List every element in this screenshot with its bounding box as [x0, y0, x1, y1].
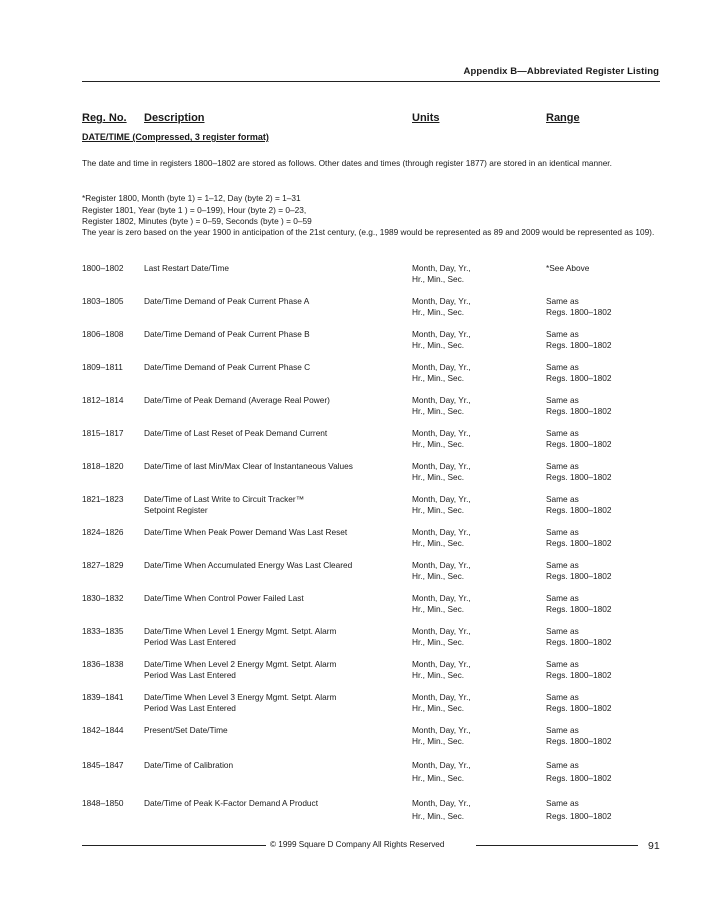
copyright: © 1999 Square D Company All Rights Reserved: [270, 840, 445, 849]
units-cont: Hr., Min., Sec.: [412, 736, 465, 746]
range-cont: Regs. 1800–1802: [546, 736, 612, 746]
range-cont: Regs. 1800–1802: [546, 373, 612, 383]
table-row: [0, 760, 701, 784]
range-cont: Regs. 1800–1802: [546, 307, 612, 317]
range-cont: Regs. 1800–1802: [546, 703, 612, 713]
range: Same as: [546, 626, 579, 636]
table-row: [0, 692, 701, 716]
header-rule: [82, 81, 660, 82]
register-number: 1809–1811: [82, 362, 123, 372]
range: Same as: [546, 329, 579, 339]
description-cont: Period Was Last Entered: [144, 670, 236, 680]
register-number: 1824–1826: [82, 527, 124, 537]
table-row: [0, 527, 701, 551]
table-row: [0, 263, 701, 287]
range: Same as: [546, 494, 579, 504]
range: Same as: [546, 362, 579, 372]
register-number: 1812–1814: [82, 395, 124, 405]
range-cont: Regs. 1800–1802: [546, 773, 612, 783]
intro-line-4: The year is zero based on the year 1900 in anticipation of the 21st century, (e.g., 1989 would be represented as 89 and 2009 would be represented as 109).: [82, 227, 655, 237]
register-number: 1830–1832: [82, 593, 124, 603]
range: Same as: [546, 395, 579, 405]
units: Month, Day, Yr.,: [412, 798, 471, 808]
range-cont: Regs. 1800–1802: [546, 406, 612, 416]
table-row: [0, 626, 701, 650]
section-title: DATE/TIME (Compressed, 3 register format): [82, 132, 269, 142]
range-cont: Regs. 1800–1802: [546, 340, 612, 350]
intro-paragraph: The date and time in registers 1800–1802 are stored as follows. Other dates and times (through register 1877) are stored in an identical manner.: [82, 158, 612, 168]
description: Present/Set Date/Time: [144, 725, 228, 735]
description-cont: Period Was Last Entered: [144, 637, 236, 647]
table-row: [0, 395, 701, 419]
units: Month, Day, Yr.,: [412, 461, 471, 471]
units: Month, Day, Yr.,: [412, 659, 471, 669]
units-cont: Hr., Min., Sec.: [412, 406, 465, 416]
range-cont: Regs. 1800–1802: [546, 604, 612, 614]
range: *See Above: [546, 263, 590, 273]
units: Month, Day, Yr.,: [412, 296, 471, 306]
range: Same as: [546, 296, 579, 306]
description: Date/Time Demand of Peak Current Phase A: [144, 296, 310, 306]
table-row: [0, 329, 701, 353]
intro-line-1: *Register 1800, Month (byte 1) = 1–12, Day (byte 2) = 1–31: [82, 193, 301, 203]
description: Date/Time of Peak K-Factor Demand A Product: [144, 798, 319, 808]
table-row: [0, 362, 701, 386]
units: Month, Day, Yr.,: [412, 560, 471, 570]
table-row: [0, 659, 701, 683]
description: Date/Time When Level 2 Energy Mgmt. Setpt. Alarm: [144, 659, 337, 669]
units-cont: Hr., Min., Sec.: [412, 604, 465, 614]
units-cont: Hr., Min., Sec.: [412, 472, 465, 482]
description-cont: Period Was Last Entered: [144, 703, 236, 713]
units: Month, Day, Yr.,: [412, 263, 471, 273]
description: Date/Time of Peak Demand (Average Real Power): [144, 395, 330, 405]
table-row: [0, 428, 701, 452]
intro-line-2: Register 1801, Year (byte 1 ) = 0–199), Hour (byte 2) = 0–23,: [82, 205, 307, 215]
units-cont: Hr., Min., Sec.: [412, 439, 465, 449]
range: Same as: [546, 560, 579, 570]
units: Month, Day, Yr.,: [412, 692, 471, 702]
col-header-reg: Reg. No.: [82, 112, 127, 124]
units: Month, Day, Yr.,: [412, 329, 471, 339]
units-cont: Hr., Min., Sec.: [412, 703, 465, 713]
range-cont: Regs. 1800–1802: [546, 670, 612, 680]
range: Same as: [546, 659, 579, 669]
description: Date/Time Demand of Peak Current Phase C: [144, 362, 311, 372]
register-number: 1836–1838: [82, 659, 124, 669]
table-row: [0, 461, 701, 485]
units: Month, Day, Yr.,: [412, 395, 471, 405]
units: Month, Day, Yr.,: [412, 494, 471, 504]
table-row: [0, 798, 701, 822]
units-cont: Hr., Min., Sec.: [412, 773, 465, 783]
description: Date/Time Demand of Peak Current Phase B: [144, 329, 310, 339]
range: Same as: [546, 760, 579, 770]
description: Date/Time When Level 1 Energy Mgmt. Setpt. Alarm: [144, 626, 337, 636]
units: Month, Day, Yr.,: [412, 362, 471, 372]
range: Same as: [546, 461, 579, 471]
range: Same as: [546, 692, 579, 702]
footer-rule-right: [476, 845, 638, 846]
description: Last Restart Date/Time: [144, 263, 229, 273]
units-cont: Hr., Min., Sec.: [412, 637, 465, 647]
description: Date/Time of Last Write to Circuit Tracker™: [144, 494, 304, 504]
table-row: [0, 593, 701, 617]
description: Date/Time When Control Power Failed Last: [144, 593, 304, 603]
units-cont: Hr., Min., Sec.: [412, 373, 465, 383]
units-cont: Hr., Min., Sec.: [412, 538, 465, 548]
register-number: 1833–1835: [82, 626, 124, 636]
running-header: Appendix B—Abbreviated Register Listing: [463, 66, 659, 77]
register-number: 1848–1850: [82, 798, 124, 808]
page-number: 91: [648, 840, 660, 852]
table-row: [0, 725, 701, 749]
register-number: 1839–1841: [82, 692, 124, 702]
col-header-desc: Description: [144, 112, 205, 124]
units: Month, Day, Yr.,: [412, 760, 471, 770]
range-cont: Regs. 1800–1802: [546, 811, 612, 821]
units: Month, Day, Yr.,: [412, 428, 471, 438]
units: Month, Day, Yr.,: [412, 527, 471, 537]
col-header-units: Units: [412, 112, 440, 124]
units-cont: Hr., Min., Sec.: [412, 670, 465, 680]
range: Same as: [546, 798, 579, 808]
footer-rule-left: [82, 845, 266, 846]
intro-line-3: Register 1802, Minutes (byte ) = 0–59, Seconds (byte ) = 0–59: [82, 216, 312, 226]
table-row: [0, 560, 701, 584]
units-cont: Hr., Min., Sec.: [412, 307, 465, 317]
range: Same as: [546, 593, 579, 603]
register-number: 1842–1844: [82, 725, 124, 735]
range-cont: Regs. 1800–1802: [546, 439, 612, 449]
range-cont: Regs. 1800–1802: [546, 571, 612, 581]
description: Date/Time of last Min/Max Clear of Instantaneous Values: [144, 461, 353, 471]
table-row: [0, 296, 701, 320]
range: Same as: [546, 428, 579, 438]
units: Month, Day, Yr.,: [412, 593, 471, 603]
range: Same as: [546, 527, 579, 537]
register-number: 1800–1802: [82, 263, 124, 273]
description: Date/Time When Accumulated Energy Was Last Cleared: [144, 560, 353, 570]
units: Month, Day, Yr.,: [412, 626, 471, 636]
range-cont: Regs. 1800–1802: [546, 538, 612, 548]
units-cont: Hr., Min., Sec.: [412, 505, 465, 515]
units-cont: Hr., Min., Sec.: [412, 811, 465, 821]
register-number: 1827–1829: [82, 560, 124, 570]
units: Month, Day, Yr.,: [412, 725, 471, 735]
description-cont: Setpoint Register: [144, 505, 208, 515]
register-number: 1821–1823: [82, 494, 124, 504]
description: Date/Time When Level 3 Energy Mgmt. Setpt. Alarm: [144, 692, 337, 702]
range: Same as: [546, 725, 579, 735]
register-number: 1815–1817: [82, 428, 124, 438]
register-number: 1845–1847: [82, 760, 124, 770]
register-number: 1818–1820: [82, 461, 124, 471]
units-cont: Hr., Min., Sec.: [412, 571, 465, 581]
register-number: 1806–1808: [82, 329, 124, 339]
range-cont: Regs. 1800–1802: [546, 637, 612, 647]
col-header-range: Range: [546, 112, 580, 124]
range-cont: Regs. 1800–1802: [546, 505, 612, 515]
table-row: [0, 494, 701, 518]
description: Date/Time of Calibration: [144, 760, 234, 770]
description: Date/Time of Last Reset of Peak Demand Current: [144, 428, 328, 438]
register-number: 1803–1805: [82, 296, 124, 306]
description: Date/Time When Peak Power Demand Was Last Reset: [144, 527, 348, 537]
units-cont: Hr., Min., Sec.: [412, 340, 465, 350]
units-cont: Hr., Min., Sec.: [412, 274, 465, 284]
range-cont: Regs. 1800–1802: [546, 472, 612, 482]
